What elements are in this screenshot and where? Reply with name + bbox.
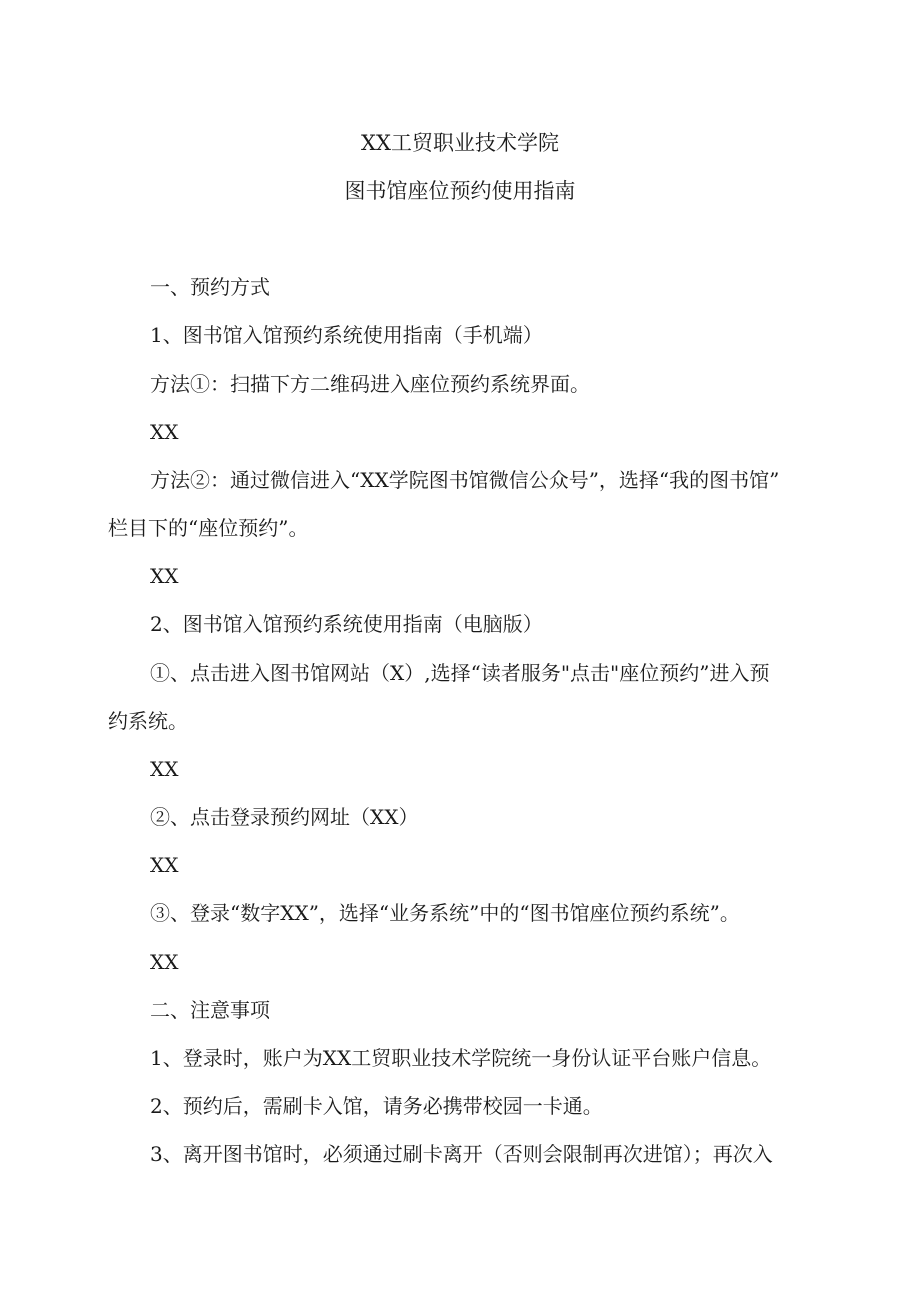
note-item-2: 2、预约后，需刷卡入馆，请务必携带校园一卡通。: [150, 1094, 603, 1118]
section-heading-reservation-methods: 一、预约方式: [150, 275, 270, 299]
placeholder-pc-step-2-image: XX: [150, 853, 179, 877]
paragraph-pc-step-1-continued: 约系统。: [108, 709, 188, 733]
paragraph-pc-step-3: ③、登录“数字XX”，选择“业务系统”中的“图书馆座位预约系统”。: [150, 901, 740, 925]
note-item-3: 3、离开图书馆时，必须通过刷卡离开（否则会限制再次进馆）；再次入: [150, 1142, 773, 1166]
placeholder-pc-step-3-image: XX: [150, 950, 179, 974]
placeholder-wechat-image: XX: [150, 564, 179, 588]
placeholder-qr-code: XX: [150, 420, 179, 444]
institution-title: XX工贸职业技术学院: [361, 131, 559, 155]
paragraph-pc-step-1: ①、点击进入图书馆网站（X）,选择“读者服务"点击"座位预约”进入预: [150, 661, 770, 685]
paragraph-method-2: 方法②：通过微信进入“XX学院图书馆微信公众号”，选择“我的图书馆”: [150, 468, 780, 492]
document-title: 图书馆座位预约使用指南: [344, 179, 576, 203]
note-item-1: 1、登录时，账户为XX工贸职业技术学院统一身份认证平台账户信息。: [150, 1046, 772, 1070]
paragraph-method-1: 方法①：扫描下方二维码进入座位预约系统界面。: [150, 372, 590, 396]
paragraph-pc-step-2: ②、点击登录预约网址（XX）: [150, 805, 419, 829]
placeholder-pc-step-1-image: XX: [150, 757, 179, 781]
paragraph-method-2-continued: 栏目下的“座位预约”。: [108, 516, 309, 540]
subheading-mobile-guide: 1、图书馆入馆预约系统使用指南（手机端）: [150, 323, 543, 347]
section-heading-notes: 二、注意事项: [150, 998, 270, 1022]
subheading-pc-guide: 2、图书馆入馆预约系统使用指南（电脑版）: [150, 612, 543, 636]
